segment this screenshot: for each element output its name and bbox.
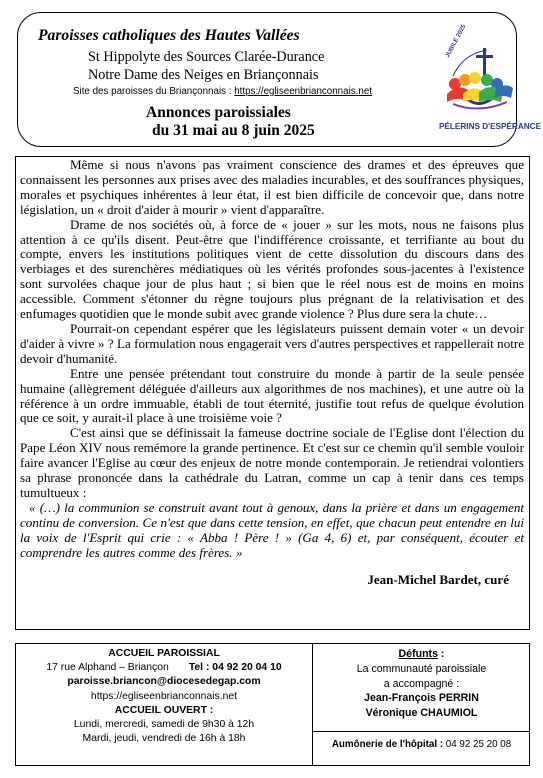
deceased-name: Véronique CHAUMIOL	[365, 707, 478, 720]
open-heading: ACCUEIL OUVERT :	[114, 704, 214, 716]
site-line	[73, 86, 372, 97]
parish-name-2: Notre Dame des Neiges en Briançonnais	[88, 67, 319, 83]
editorial-text	[20, 158, 524, 588]
jubilee-2025-logo-icon	[433, 23, 542, 140]
site-prefix: Site des paroisses du Briançonnais :	[73, 86, 235, 97]
address: 17 rue Alphand – Briançon	[46, 662, 169, 674]
pelerins-text: PÉLERINS D'ESPÉRANCE	[439, 122, 542, 131]
chaplaincy-phone: 04 92 25 20 08	[443, 739, 512, 750]
website[interactable]: https://egliseenbrianconnais.net	[90, 690, 238, 702]
row-divider	[312, 731, 530, 732]
hours-line-2: Mardi, jeudi, vendredi de 16h à 18h	[82, 733, 246, 745]
deceased-heading: Défunts	[398, 648, 438, 660]
paragraph: Même si nous n'avons pas vraiment conscience des drames et des épreuves que connaissent les personnes aux prises avec des maladies incurables, et des souffrances physiques, morales et psychiques inhérentes à leur état, il est bien difficile de concevoir que, dans notre législation, un « droit d'aider à mourir » vient d'apparaître.	[20, 157, 524, 217]
deceased-heading-line	[313, 647, 530, 662]
hours-line-1: Lundi, mercredi, samedi de 9h30 à 12h	[73, 719, 255, 731]
hospital-chaplaincy	[313, 739, 530, 750]
paragraph: Drame de nos sociétés où, à force de « jouer » sur les mots, nous ne faisons plus attention à ce qu'ils disent. Peut-être que l'indifférence croissante, et terrifiante au bout du compte, envers les institutions politiques vient de cette dissolution du discours dans des verbiages et des surenchères médiatiques où les vérités profondes sous-jacentes à l'existence sont survolées chaque jour de plus haut ; si bien que le réel nous est de moins en moins accessible. Comment s'étonner du règne toujours plus prégnant de la relativisation et des enfumages quotidien que le monde subit avec grande violence ? Plus dure sera la chute…	[20, 216, 524, 322]
paragraph: Pourrait-on cependant espérer que les législateurs puissent demain voter « un devoir d'aider à vivre » ? La formulation nous engagerait vers d'autres perspectives et rappellerait notre devoir d'humanité.	[20, 320, 524, 366]
announcements-dates: du 31 mai au 8 juin 2025	[152, 122, 315, 139]
pope-quote: « (…) la communion se construit avant tout à genoux, dans la prière et dans un engagement continu de conversion. Ce n'est que dans cette tension, en effet, que chacun peut entendre en lui la voix de l'Esprit qui crie : « Abba ! Père ! » (Ga 4, 6) et, par conséquent, écouter et comprendre les autres comme des frères. »	[20, 499, 524, 560]
deceased-line-1: La communauté paroissiale	[356, 662, 487, 675]
deceased-section	[313, 647, 530, 721]
site-link[interactable]: https://egliseenbrianconnais.net	[234, 86, 372, 97]
chaplaincy-label: Aumônerie de l'hôpital :	[331, 739, 444, 750]
jubilee-text: JUBILÉ 2025	[445, 23, 468, 59]
parish-reception	[16, 647, 312, 746]
deceased-line-2: a accompagné :	[383, 677, 460, 690]
parishes-title: Paroisses catholiques des Hautes Vallées	[38, 27, 300, 44]
phone: Tel : 04 92 20 04 10	[188, 662, 282, 674]
paragraph: Entre une pensée prétendant tout construire du monde à partir de la seule pensée humaine (allègrement déléguée d'ailleurs aux algorithmes de nos machines), et une autre où la référence à un ordre immuable, établi de tout éternité, justifie tout refus de quelque évolution que ce soit, y aurait-il place à une troisième voie ?	[20, 365, 524, 426]
email[interactable]: paroisse.briancon@diocesedegap.com	[67, 676, 261, 688]
deceased-name: Jean-François PERRIN	[364, 692, 479, 705]
signature: Jean-Michel Bardet, curé	[367, 572, 509, 588]
deceased-colon: :	[437, 648, 445, 660]
announcements-title: Annonces paroissiales	[146, 104, 291, 121]
paragraph: C'est ainsi que se définissait la fameuse doctrine sociale de l'Eglise dont l'élection du Pape Léon XIV nous remémore la grande pertinence. Et c'est sur ce chemin qu'il semble vouloir faire avancer l'Eglise au cœur des enjeux de notre monde contemporain. Je retiendrai volontiers sa phrase prononcée dans la cathédrale du Latran, comme un cap à tenir dans ces temps tumultueux :	[20, 425, 524, 500]
address-row	[16, 661, 312, 675]
parish-name-1: St Hippolyte des Sources Clarée-Durance	[88, 49, 325, 65]
reception-heading: ACCUEIL PAROISSIAL	[108, 648, 220, 659]
